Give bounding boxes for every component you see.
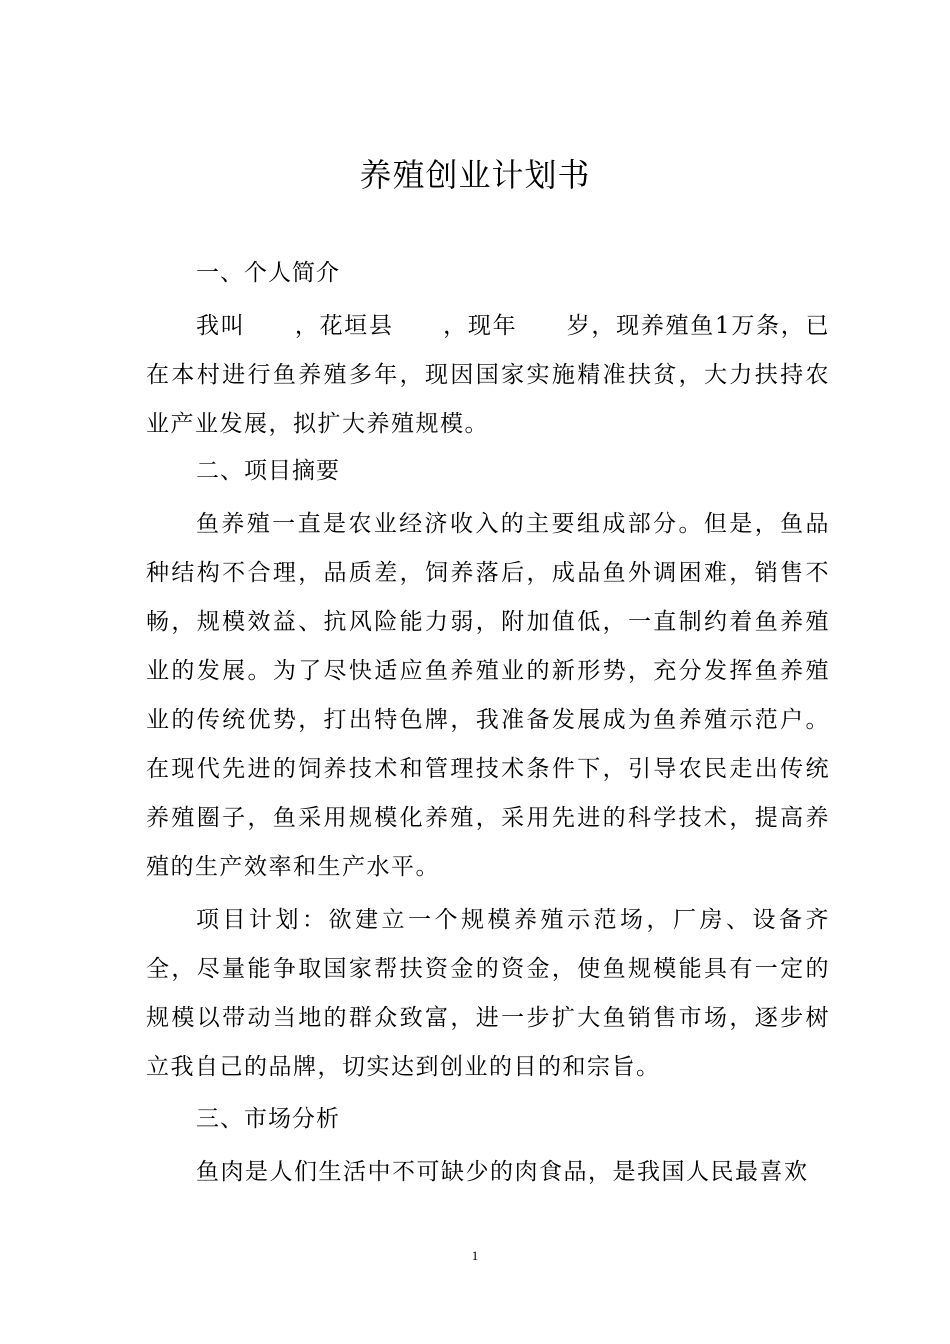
paragraph-personal-intro: 我叫 ，花垣县 ，现年 岁，现养殖鱼1万条，已在本村进行鱼养殖多年，现因国家实施精准扶贫，大力扶持农业产业发展，拟扩大养殖规模。 <box>146 313 830 437</box>
section-heading-project-summary: 二、项目摘要 <box>196 458 340 484</box>
paragraph-market-analysis: 鱼肉是人们生活中不可缺少的肉食品，是我国人民最喜欢 <box>196 1159 809 1185</box>
paragraph-project-summary: 鱼养殖一直是农业经济收入的主要组成部分。但是，鱼品种结构不合理，品质差，饲养落后，成品鱼外调困难，销售不畅，规模效益、抗风险能力弱，附加值低，一直制约着鱼养殖业的发展。为了尽快适应鱼养殖业的新形势，充分发挥鱼养殖业的传统优势，打出特色牌，我准备发展成为鱼养殖示范户。在现代先进的饲养技术和管理技术条件下，引导农民走出传统养殖圈子，鱼采用规模化养殖，采用先进的科学技术，提高养殖的生产效率和生产水平。 <box>146 511 830 880</box>
paragraph-project-plan: 项目计划：欲建立一个规模养殖示范场，厂房、设备齐全，尽量能争取国家帮扶资金的资金，使鱼规模能具有一定的规模以带动当地的群众致富，进一步扩大鱼销售市场，逐步树立我自己的品牌，切实达到创业的目的和宗旨。 <box>146 907 830 1080</box>
page-number: 1 <box>471 1248 479 1263</box>
section-heading-personal-intro: 一、个人简介 <box>196 260 340 286</box>
document-title: 养殖创业计划书 <box>359 156 591 194</box>
section-heading-market-analysis: 三、市场分析 <box>196 1106 340 1132</box>
